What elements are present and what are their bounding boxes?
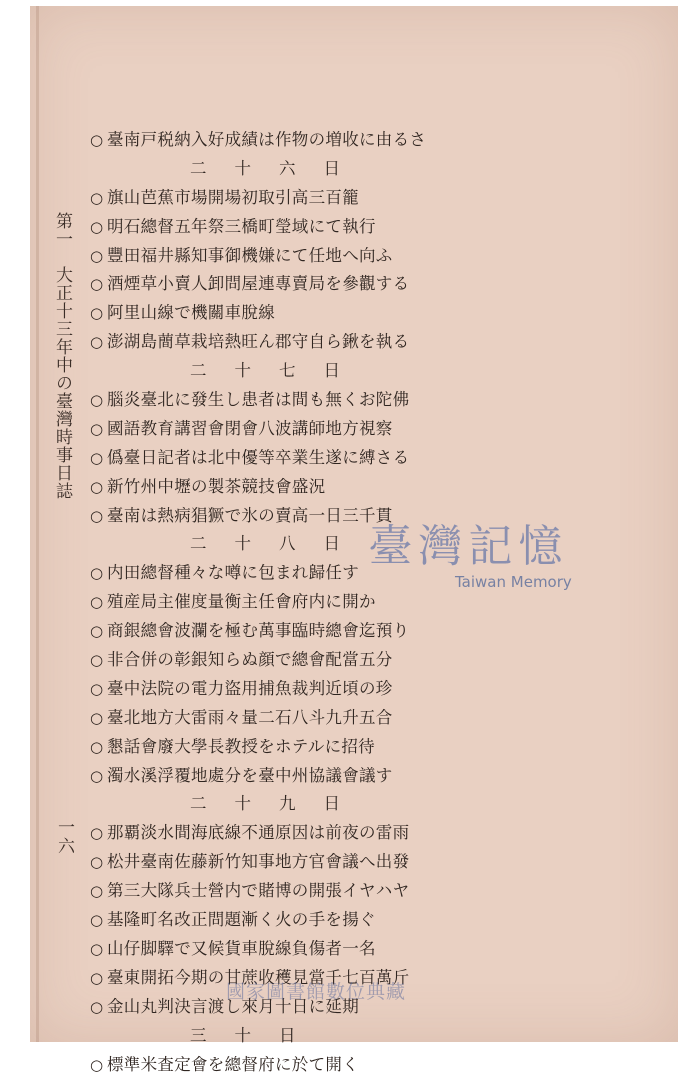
- entry-line: [90, 328, 430, 357]
- entry-text: 僞臺日記者は北中優等卒業生遂に縛さる: [107, 448, 409, 467]
- entry-line: [90, 704, 430, 733]
- bullet-mark: ○: [90, 559, 107, 588]
- entry-line: [90, 646, 430, 675]
- entry-line: [90, 906, 430, 935]
- entry-text: 金山丸判決言渡し來月十日に延期: [107, 997, 359, 1016]
- bullet-mark: ○: [90, 733, 107, 762]
- entry-text: 山仔脚驛で又候貨車脫線負傷者一名: [107, 939, 376, 958]
- bullet-mark: ○: [90, 588, 107, 617]
- page-number: 一六: [52, 818, 77, 856]
- entry-text: 商銀總會波瀾を極む萬事臨時總會迄預り: [107, 621, 409, 640]
- entry-text: 臺東開拓今期の甘蔗收穫見當千七百萬斤: [107, 968, 409, 987]
- bullet-mark: ○: [90, 1051, 107, 1079]
- entry-line: [90, 935, 430, 964]
- entry-line: [90, 415, 430, 444]
- bullet-mark: ○: [90, 935, 107, 964]
- entry-text: 臺南は熱病猖獗で氷の賣高一日三千貫: [107, 506, 393, 525]
- entry-text: 非合併の彰銀知らぬ顔で總會配當五分: [107, 650, 393, 669]
- entry-line: [90, 242, 430, 271]
- entry-text: 内田總督種々な噂に包まれ歸任す: [107, 563, 359, 582]
- entry-line: [90, 1051, 430, 1079]
- day-heading: 二十七日: [90, 357, 430, 386]
- entry-text: 國語教育講習會閉會八波講師地方視察: [107, 419, 393, 438]
- bullet-mark: ○: [90, 617, 107, 646]
- running-header: 第一 大正十三年中の臺灣時事日誌: [52, 212, 72, 500]
- entry-text: 明石總督五年祭三橋町瑩域にて執行: [107, 217, 376, 236]
- entry-line: [90, 270, 430, 299]
- entry-text: 基隆町名改正問題漸く火の手を揚ぐ: [107, 910, 376, 929]
- entry-line: [90, 762, 430, 791]
- entry-text: 酒煙草小賣人卸問屋連專賣局を參觀する: [107, 274, 409, 293]
- bullet-mark: ○: [90, 675, 107, 704]
- day-heading: 二十九日: [90, 790, 430, 819]
- entry-text: 懇話會廢大學長教授をホテルに招待: [107, 737, 375, 756]
- bullet-mark: ○: [90, 877, 107, 906]
- entry-text: 豐田福井縣知事御機嫌にて任地へ向ふ: [107, 246, 393, 265]
- entry-text: 臺中法院の電力盜用捕魚裁判近頃の珍: [107, 679, 393, 698]
- library-watermark: 國家圖書館數位典藏: [226, 977, 406, 1004]
- bullet-mark: ○: [90, 704, 107, 733]
- entry-text: 腦炎臺北に發生し患者は間も無くお陀佛: [107, 390, 409, 409]
- bullet-mark: ○: [90, 242, 107, 271]
- page-edge: [36, 6, 39, 1042]
- bullet-mark: ○: [90, 213, 107, 242]
- bullet-mark: ○: [90, 964, 107, 993]
- bullet-mark: ○: [90, 502, 107, 531]
- bullet-mark: ○: [90, 299, 107, 328]
- entry-line: [90, 299, 430, 328]
- entry-text: 臺北地方大雷雨々量二石八斗九升五合: [107, 708, 393, 727]
- entry-line: [90, 473, 430, 502]
- entry-line: [90, 126, 430, 155]
- bullet-mark: ○: [90, 646, 107, 675]
- bullet-mark: ○: [90, 444, 107, 473]
- entry-text: 標準米査定會を總督府に於て開く: [107, 1055, 359, 1074]
- entry-line: [90, 444, 430, 473]
- entry-line: [90, 819, 430, 848]
- entry-text: 那覇淡水間海底線不通原因は前夜の雷雨: [107, 823, 409, 842]
- bullet-mark: ○: [90, 126, 107, 155]
- entry-line: [90, 184, 430, 213]
- day-heading: 三十日: [90, 1022, 430, 1051]
- bullet-mark: ○: [90, 819, 107, 848]
- watermark-subtitle: Taiwan Memory: [455, 573, 572, 591]
- bullet-mark: ○: [90, 848, 107, 877]
- entry-text: 第三大隊兵士營内で賭博の開張イヤハヤ: [107, 881, 409, 900]
- entry-line: [90, 617, 430, 646]
- entry-line: [90, 213, 430, 242]
- taiwan-memory-watermark: [365, 521, 572, 591]
- bullet-mark: ○: [90, 328, 107, 357]
- bullet-mark: ○: [90, 270, 107, 299]
- entry-text: 松井臺南佐藤新竹知事地方官會議へ出發: [107, 852, 409, 871]
- bullet-mark: ○: [90, 184, 107, 213]
- bullet-mark: ○: [90, 906, 107, 935]
- bullet-mark: ○: [90, 386, 107, 415]
- entry-text: 阿里山線で機關車脫線: [107, 303, 275, 322]
- entry-line: [90, 675, 430, 704]
- entry-text: 殖産局主催度量衡主任會府内に開か: [107, 592, 376, 611]
- entry-text: 新竹州中壢の製茶競技會盛況: [107, 477, 325, 496]
- entry-line: [90, 588, 430, 617]
- day-heading: 二十六日: [90, 155, 430, 184]
- entry-line: [90, 848, 430, 877]
- document-page: [30, 6, 678, 1042]
- bullet-mark: ○: [90, 762, 107, 791]
- entry-line: [90, 877, 430, 906]
- entry-text: 澎湖島蕳草栽培熱旺ん郡守自ら鍬を執る: [107, 332, 409, 351]
- entry-text: 臺南戸税納入好成績は作物の増收に由るさ: [107, 130, 426, 149]
- bullet-mark: ○: [90, 415, 107, 444]
- bullet-mark: ○: [90, 473, 107, 502]
- entry-line: [90, 386, 430, 415]
- day-heading: 二十八日: [90, 530, 430, 559]
- entry-text: 旗山芭蕉市場開場初取引高三百籠: [107, 188, 359, 207]
- bullet-mark: ○: [90, 993, 107, 1022]
- watermark-title: 臺灣記憶: [365, 521, 572, 573]
- entry-line: [90, 733, 430, 762]
- entry-text: 濁水溪浮覆地處分を臺中州協議會議す: [107, 766, 393, 785]
- diary-entries: [90, 126, 430, 1079]
